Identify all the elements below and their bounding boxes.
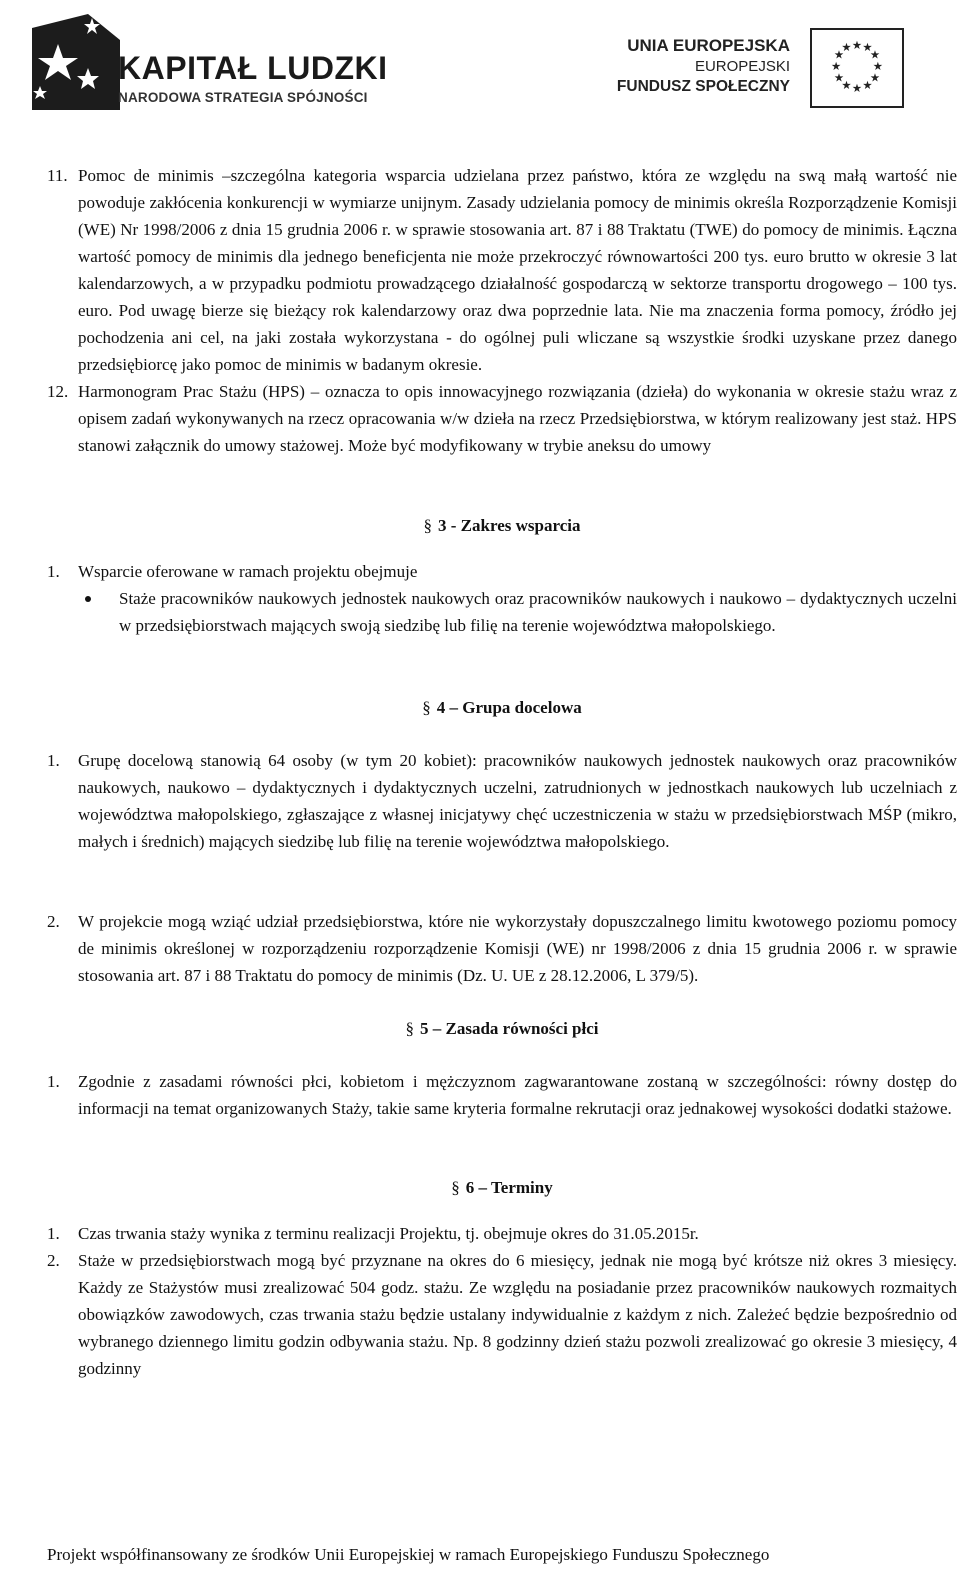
- svg-text:★: ★: [830, 58, 842, 73]
- section-sign: §: [423, 516, 433, 535]
- item-number: 1.: [47, 751, 60, 770]
- svg-text:★: ★: [869, 47, 881, 62]
- item-number: 2.: [47, 912, 60, 931]
- svg-text:★: ★: [869, 70, 881, 85]
- logo-subtitle: NARODOWA STRATEGIA SPÓJNOŚCI: [118, 90, 368, 105]
- logo-ue-line-1: UNIA EUROPEJSKA: [627, 36, 790, 55]
- svg-text:★: ★: [862, 39, 873, 54]
- svg-text:★: ★: [862, 77, 873, 92]
- heading-text: 4 – Grupa docelowa: [436, 698, 582, 717]
- logo-title: KAPITAŁ LUDZKI: [118, 50, 388, 86]
- item-number: 2.: [47, 1251, 60, 1270]
- eu-flag-icon: [810, 28, 904, 108]
- definition-11: [47, 162, 957, 378]
- svg-text:★: ★: [841, 77, 852, 92]
- logo-ue-line-3: FUNDUSZ SPOŁECZNY: [616, 78, 790, 95]
- item-text: Zgodnie z zasadami równości płci, kobietom i mężczyznom zagwarantowane zostaną w szczególności: równy dostęp do informacji na temat organizowanych Staży, takie same kryteria formalne rekrutacji oraz jednakowej wysokości dodatki stażowe.: [78, 1072, 957, 1118]
- section-4-item-2: [47, 908, 957, 989]
- item-text: W projekcie mogą wziąć udział przedsiębiorstwa, które nie wykorzystały dopuszczalnego limitu kwotowego poziomu pomocy de minimis określonej w rozporządzeniu rozporządzenie Komisji (WE) nr 1998/2006 z dnia 15 grudnia 2006 r. w sprawie stosowania art. 87 i 88 Traktatu do pomocy de minimis (Dz. U. UE z 28.12.2006, L 379/5).: [78, 912, 957, 985]
- section-3-heading: [47, 512, 957, 539]
- item-text: Wsparcie oferowane w ramach projektu obejmuje: [78, 562, 418, 581]
- section-5-item-1: [47, 1068, 957, 1122]
- section-4-item-1: [47, 747, 957, 855]
- section-sign: §: [422, 698, 431, 717]
- section-6-item-2: [47, 1247, 957, 1382]
- item-text: Staże w przedsiębiorstwach mogą być przyznane na okres do 6 miesięcy, jednak nie mogą być krótsze niż okres 3 miesięcy. Każdy ze Stażystów musi zrealizować 504 godz. stażu. Ze względu na posiadanie przez pracowników naukowych rozmaitych obowiązków zawodowych, czas trwania stażu będzie ustalany indywidualnie z każdym z nich. Zależeć będzie bezpośrednio od wybranego dziennego limitu godzin odbywania stażu. Np. 8 godzinny dzień stażu pozwoli zrealizować go okresie 3 miesięcy, 4 godzinny: [78, 1251, 957, 1378]
- section-4-heading: [47, 694, 957, 721]
- item-text: Grupę docelową stanowią 64 osoby (w tym 20 kobiet): pracowników naukowych jednostek naukowych oraz pracowników naukowych, naukowo – dydaktycznych i dydaktycznych uczelni, zatrudnionych w jednostkach naukowych lub uczelniach z województwa małopolskiego, zgłaszające z własnej inicjatywy chęć uczestniczenia w stażu w przedsiębiorstwach MŚP (mikro, małych i średnich) mających siedzibę lub filię na terenie województwa małopolskiego.: [78, 751, 957, 851]
- kapital-ludzki-logo: [28, 10, 388, 110]
- section-3-bullet: [47, 585, 957, 639]
- unia-europejska-logo: [600, 24, 930, 114]
- item-text: Harmonogram Prac Stażu (HPS) – oznacza to opis innowacyjnego rozwiązania (dzieła) do wykonania w okresie stażu wraz z opisem zadań wykonywanych na rzecz opracowania w/w dzieła na rzecz Przedsiębiorstwa, w którym realizowany jest staż. HPS stanowi załącznik do umowy stażowej. Może być modyfikowany w trybie aneksu do umowy: [78, 382, 957, 455]
- heading-text: 5 – Zasada równości płci: [419, 1019, 599, 1038]
- item-number: 11.: [47, 166, 68, 185]
- section-6-item-1: [47, 1220, 957, 1247]
- item-number: 1.: [47, 1224, 60, 1243]
- section-6-heading: [47, 1174, 957, 1201]
- page-header: [0, 0, 960, 120]
- document-body: [47, 160, 957, 1382]
- bullet-text: Staże pracowników naukowych jednostek naukowych oraz pracowników naukowych i naukowo – dydaktycznych uczelni w przedsiębiorstwach mających swoją siedzibę lub filię na terenie województwa małopolskiego.: [119, 589, 957, 635]
- item-number: 1.: [47, 562, 60, 581]
- logo-ue-line-2: EUROPEJSKI: [694, 58, 790, 75]
- heading-text: 6 – Terminy: [465, 1178, 553, 1197]
- svg-text:★: ★: [872, 58, 884, 73]
- svg-text:★: ★: [851, 38, 863, 52]
- bullet-icon: [85, 596, 91, 602]
- page-footer: Projekt współfinansowany ze środków Unii Europejskiej w ramach Europejskiego Funduszu Społecznego: [47, 1545, 770, 1564]
- section-3-item-1: [47, 558, 957, 585]
- item-text: Czas trwania staży wynika z terminu realizacji Projektu, tj. obejmuje okres do 31.05.2015r.: [78, 1224, 699, 1243]
- item-number: 1.: [47, 1072, 60, 1091]
- svg-text:★: ★: [833, 47, 845, 62]
- kapital-ludzki-emblem-icon: [28, 10, 120, 110]
- svg-text:★: ★: [851, 80, 863, 95]
- svg-text:★: ★: [833, 70, 845, 85]
- item-number: 12.: [47, 382, 69, 401]
- section-5-heading: [47, 1015, 957, 1042]
- definition-12: [47, 378, 957, 459]
- section-sign: §: [405, 1019, 414, 1038]
- item-text: Pomoc de minimis –szczególna kategoria wsparcia udzielana przez państwo, która ze względu na swą małą wartość nie powoduje zakłócenia konkurencji w wymiarze unijnym. Zasady udzielania pomocy de minimis określa Rozporządzenie Komisji (WE) Nr 1998/2006 z dnia 15 grudnia 2006 r. w sprawie stosowania art. 87 i 88 Traktatu (TWE) do pomocy de minimis. Łączna wartość pomocy de minimis dla jednego beneficjenta nie może przekroczyć równowartości 200 tys. euro brutto w okresie 3 lat kalendarzowych, a w przypadku podmiotu prowadzącego działalność gospodarczą w sektorze transportu drogowego – 100 tys. euro. Pod uwagę bierze się bieżący rok kalendarzowy oraz dwa poprzednie lata. Nie ma znaczenia forma pomocy, źródło jej pochodzenia ani cel, na jaki została wykorzystana - do ogólnej puli wliczane są wszystkie środki uzyskane przez danego przedsiębiorcę jako pomoc de minimis w badanym okresie.: [78, 166, 957, 374]
- heading-text: 3 - Zakres wsparcia: [438, 516, 581, 535]
- svg-text:★: ★: [841, 39, 852, 54]
- section-sign: §: [451, 1178, 460, 1197]
